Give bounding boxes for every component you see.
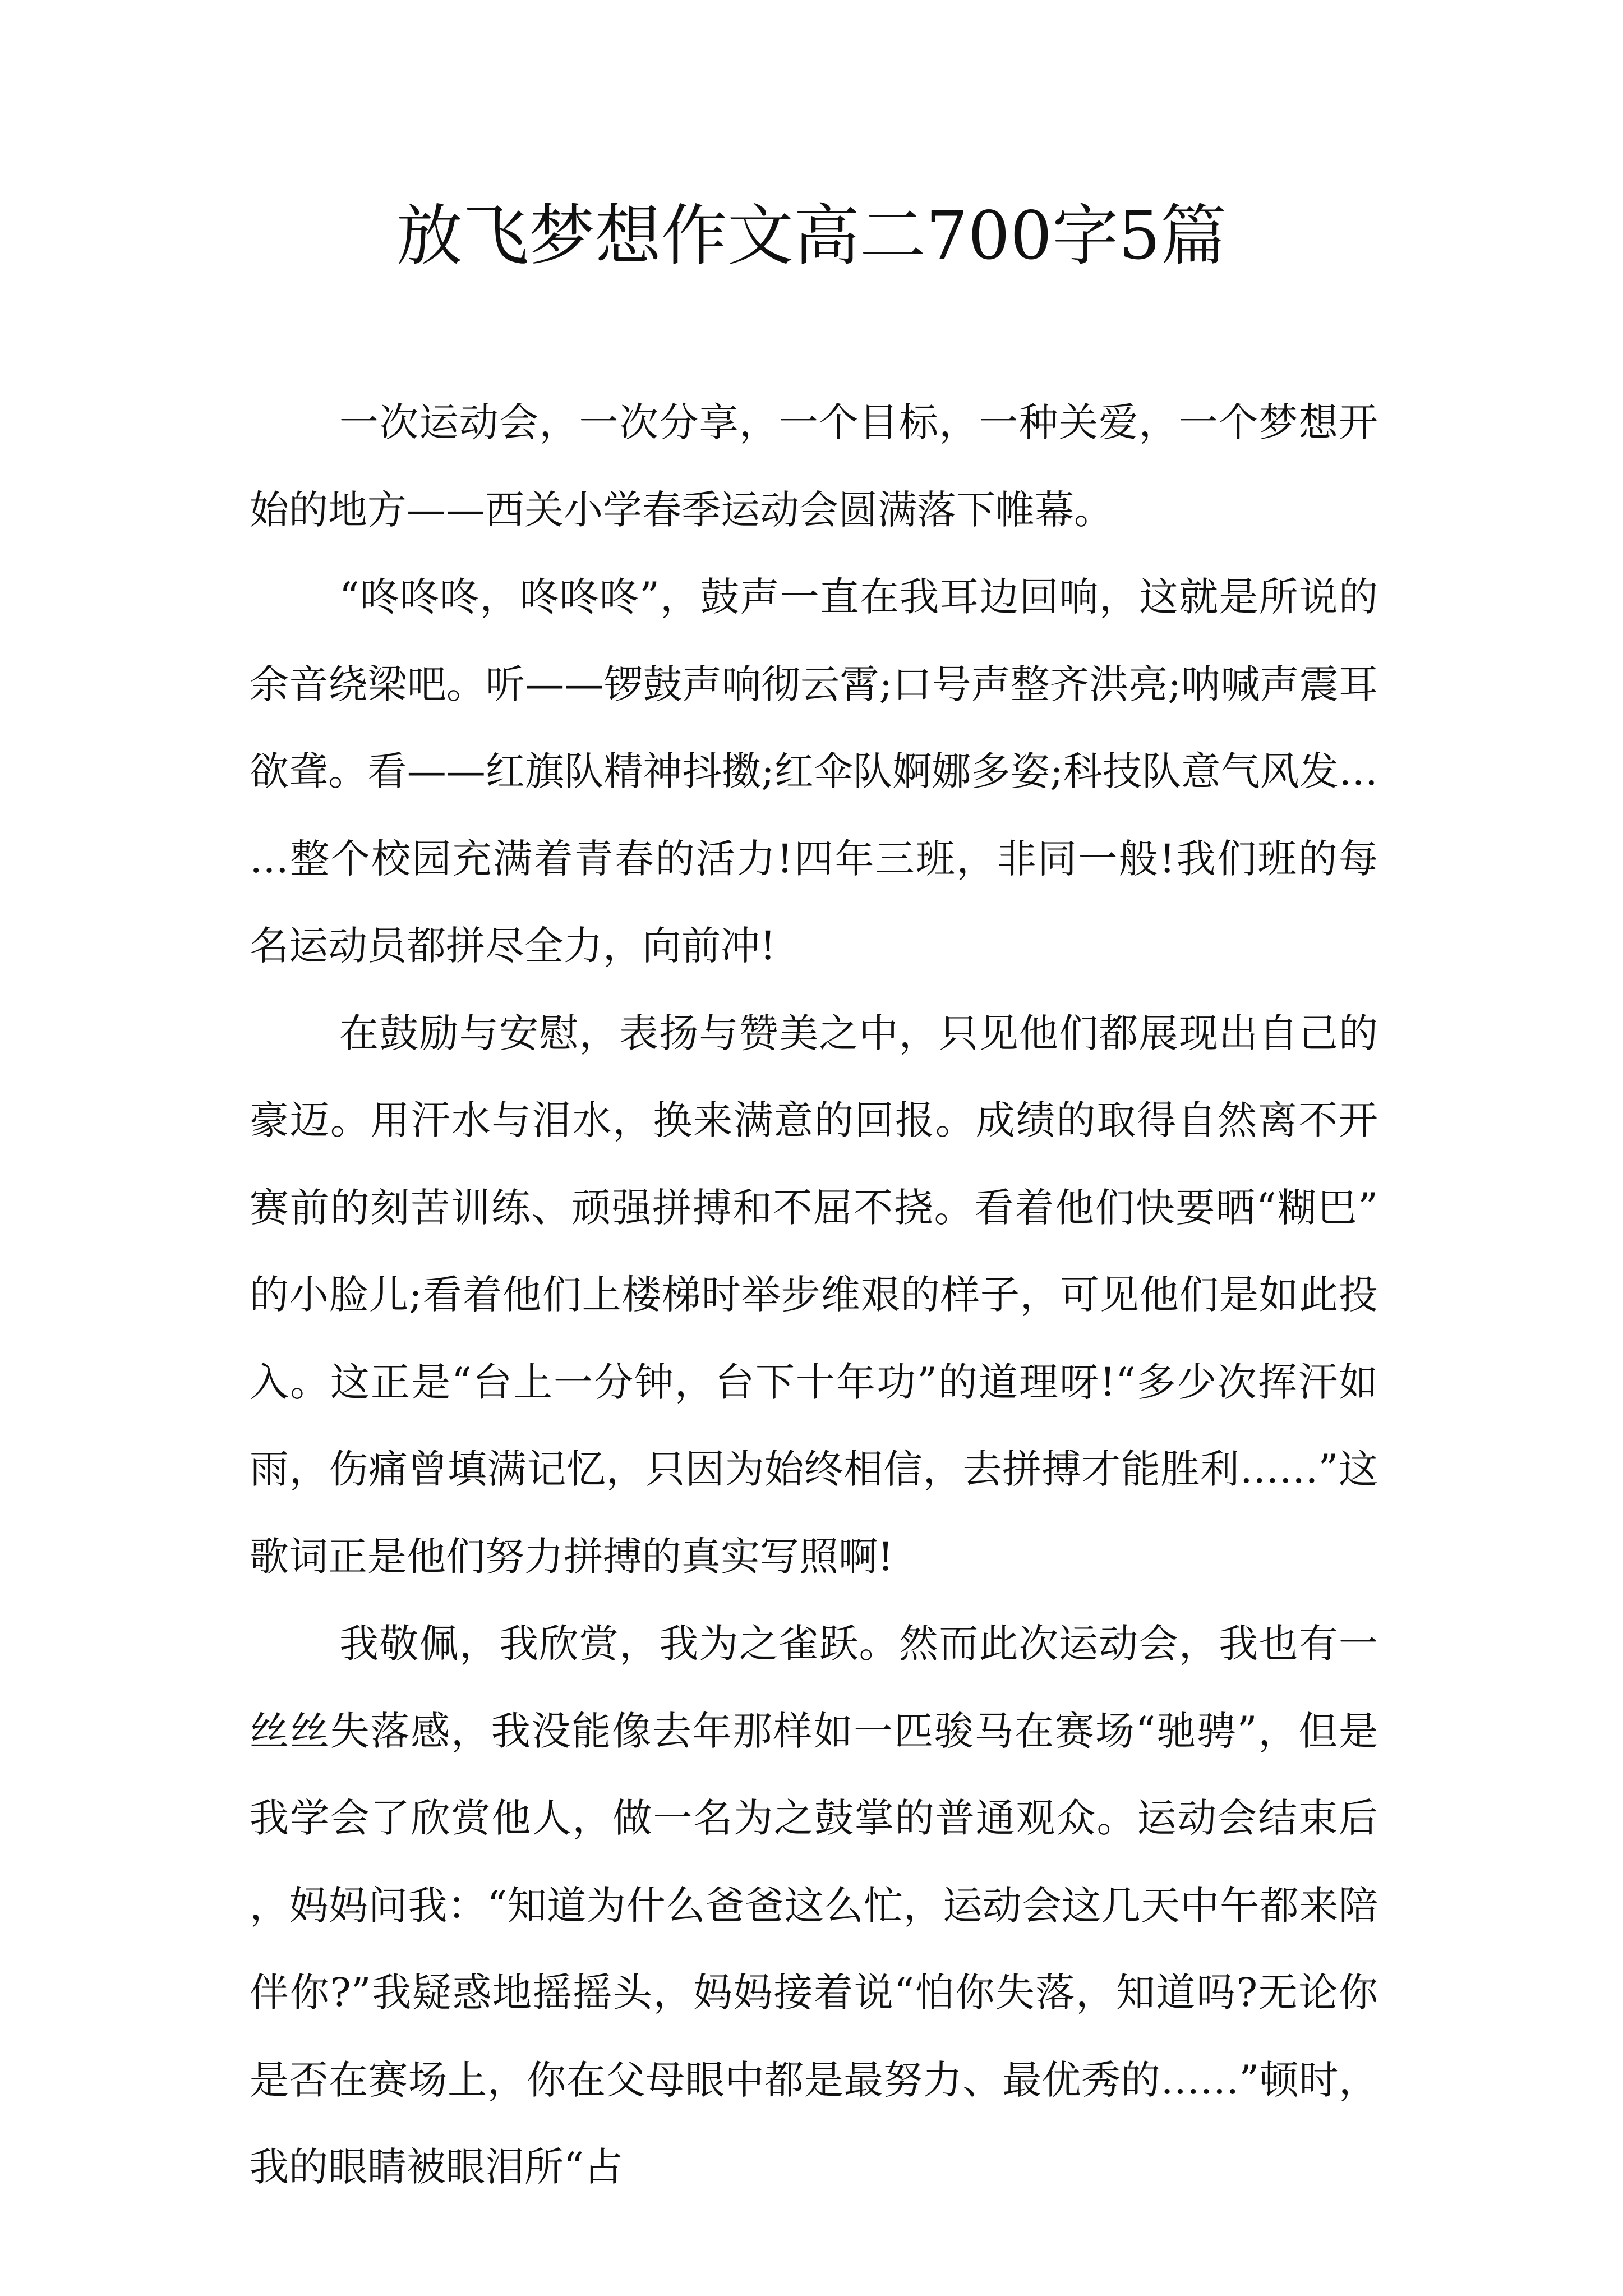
document-title: 放飞梦想作文高二700字5篇 (396, 197, 1227, 274)
paragraph: 在鼓励与安慰，表扬与赞美之中，只见他们都展现出自己的豪迈。用汗水与泪水，换来满意的回报。成绩的取得自然离不开赛前的刻苦训练、顽强拼搏和不屈不挠。看着他们快要晒“糊巴”的小脸儿;看着他们上楼梯时举步维艰的样子，可见他们是如此投入。这正是“台上一分钟，台下十年功”的道理呀!“多少次挥汗如雨，伤痛曾填满记忆，只因为始终相信，去拼搏才能胜利……”这歌词正是他们努力拼搏的真实写照啊! (250, 1010, 1378, 1580)
document-body (250, 379, 1378, 2211)
paragraph: 一次运动会，一次分享，一个目标，一种关爱，一个梦想开始的地方——西关小学春季运动会圆满落下帷幕。 (250, 399, 1378, 533)
paragraph: 我敬佩，我欣赏，我为之雀跃。然而此次运动会，我也有一丝丝失落感，我没能像去年那样如一匹骏马在赛场“驰骋”，但是我学会了欣赏他人，做一名为之鼓掌的普通观众。运动会结束后，妈妈问我：“知道为什么爸爸这么忙，运动会这几天中午都来陪伴你?”我疑惑地摇摇头，妈妈接着说“怕你失落，知道吗?无论你是否在赛场上，你在父母眼中都是最努力、最优秀的……”顿时，我的眼睛被眼泪所“占 (250, 1621, 1378, 2190)
paragraph: “咚咚咚，咚咚咚”，鼓声一直在我耳边回响，这就是所说的余音绕梁吧。听——锣鼓声响彻云霄;口号声整齐洪亮;呐喊声震耳欲聋。看——红旗队精神抖擞;红伞队婀娜多姿;科技队意气风发……整个校园充满着青春的活力!四年三班，非同一般!我们班的每名运动员都拼尽全力，向前冲! (250, 574, 1378, 969)
